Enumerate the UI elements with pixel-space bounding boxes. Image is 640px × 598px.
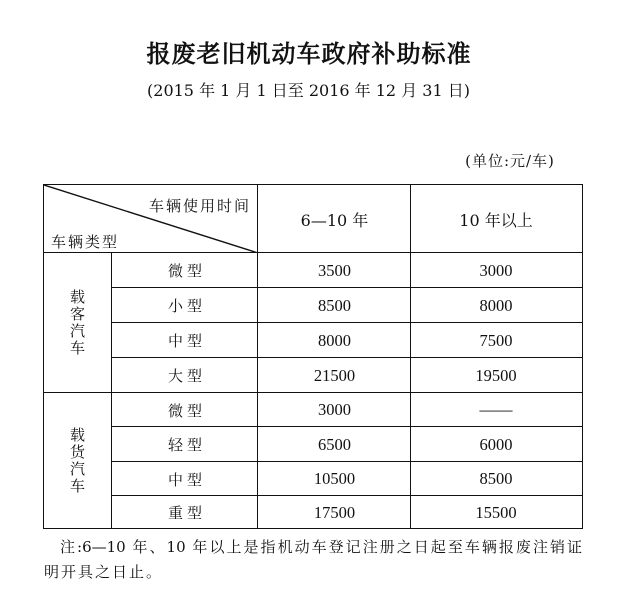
header-over-10-years: 10 年以上 [459,210,533,230]
header-usage-time-label: 车辆使用时间 [149,197,252,215]
value-6-10-years: 10500 [313,469,356,488]
value-over-10-years: 7500 [479,330,513,350]
unit-label: (单位:元/车) [465,152,555,170]
header-vehicle-type-label: 车辆类型 [51,233,120,251]
value-6-10-years: 6500 [318,434,351,454]
category-char: 客 [69,305,85,323]
value-6-10-years: 8000 [318,330,351,350]
row-type: 微型 [167,401,206,420]
value-over-10-years: 6000 [479,434,513,454]
value-over-10-years: 15500 [475,502,517,522]
category-char: 载 [69,288,85,306]
value-over-10-years: 19500 [475,365,517,385]
footnote-line-2: 明开具之日止。 [44,563,164,581]
value-6-10-years: 3500 [318,260,351,280]
value-over-10-years: 3000 [479,260,513,280]
category-char: 载 [69,426,85,444]
row-type: 大型 [167,367,206,385]
document-title: 报废老旧机动车政府补助标准 [146,39,472,68]
footnote-line-1: 注:6—10 年、10 年以上是指机动车登记注册之日起至车辆报废注销证 [60,538,582,556]
row-type: 中型 [167,470,206,489]
category-char: 汽 [69,322,85,340]
category-char: 货 [69,443,85,461]
category-freight-vehicles [44,393,111,529]
row-type: 微型 [167,262,206,280]
row-type: 轻型 [167,436,206,454]
value-6-10-years: 17500 [313,502,356,522]
category-char: 车 [69,339,85,357]
header-6-10-years: 6—10 年 [300,210,369,230]
value-over-10-years: —— [479,400,513,419]
row-type: 重型 [167,504,206,522]
value-6-10-years: 3000 [318,400,351,419]
value-6-10-years: 21500 [313,365,356,385]
category-passenger-vehicles [44,253,111,393]
value-over-10-years: 8000 [479,295,513,315]
date-range-subtitle: (2015 年 1 月 1 日至 2016 年 12 月 31 日) [147,81,470,100]
row-type: 小型 [167,297,206,315]
value-over-10-years: 8500 [479,469,513,488]
row-type: 中型 [167,332,206,350]
value-6-10-years: 8500 [318,295,351,315]
category-char: 车 [69,477,85,495]
category-char: 汽 [69,460,85,478]
subsidy-table [43,184,583,529]
